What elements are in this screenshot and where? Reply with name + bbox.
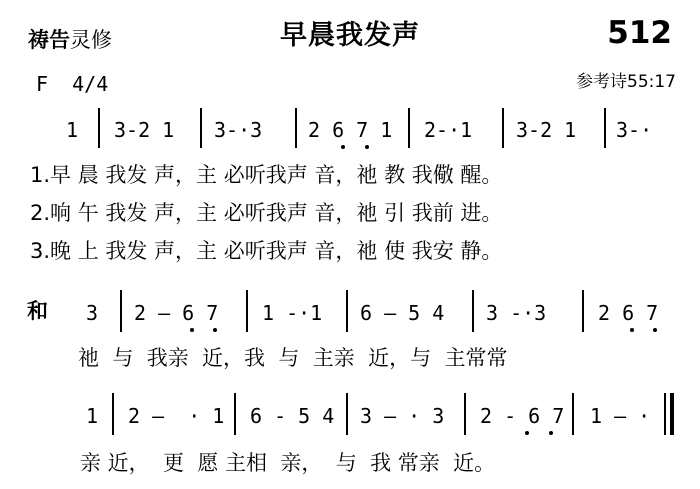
- verse-measure: 2-·1: [424, 118, 473, 142]
- low-octave-dot: [525, 431, 529, 435]
- category-primary: 祷告: [28, 28, 70, 52]
- verse-lyrics: 3.晚 上 我发 声，主 必听我声 音，祂 使 我安 静。: [30, 239, 503, 263]
- chorus-measure: 2 — 6 7: [134, 301, 219, 325]
- chorus-measure: 3 — · 3: [360, 404, 445, 428]
- chorus-measure: 1 -·1: [262, 301, 323, 325]
- chorus-measure: 6 - 5 4: [250, 404, 335, 428]
- barline: [295, 108, 297, 148]
- barline: [246, 290, 248, 332]
- barline: [346, 290, 348, 332]
- barline: [664, 393, 666, 435]
- low-octave-dot: [653, 328, 657, 332]
- final-barline: [670, 393, 674, 435]
- barline: [234, 393, 236, 435]
- barline: [112, 393, 114, 435]
- low-octave-dot: [365, 145, 369, 149]
- chorus-lyrics: 亲 近， 更 愿 主相 亲， 与 我 常亲 近。: [80, 451, 496, 475]
- chorus-measure: 2 — · 1: [128, 404, 225, 428]
- barline: [200, 108, 202, 148]
- chorus-pickup-note: 1: [86, 404, 99, 428]
- barline: [408, 108, 410, 148]
- verse-measure: 3-2 1: [114, 118, 175, 142]
- hymn-number: 512: [607, 15, 672, 51]
- barline: [502, 108, 504, 148]
- barline: [472, 290, 474, 332]
- low-octave-dot: [341, 145, 345, 149]
- low-octave-dot: [190, 328, 194, 332]
- barline: [464, 393, 466, 435]
- chorus-measure: 1 — ·: [590, 404, 651, 428]
- key-signature: F 4/4: [36, 72, 109, 96]
- scripture-reference: 参考诗55:17: [576, 72, 676, 92]
- chorus-measure: 3 -·3: [486, 301, 547, 325]
- barline: [572, 393, 574, 435]
- chorus-lyrics: 祂 与 我亲 近，我 与 主亲 近，与 主常常: [78, 346, 508, 370]
- verse-measure: 3-·: [616, 118, 653, 142]
- verse-measure: 2 6 7 1: [308, 118, 393, 142]
- verse-lyrics: 2.响 午 我发 声，主 必听我声 音，祂 引 我前 进。: [30, 201, 503, 225]
- chorus-measure: 2 6 7: [598, 301, 659, 325]
- chorus-measure: 6 — 5 4: [360, 301, 445, 325]
- barline: [120, 290, 122, 332]
- chorus-pickup-note: 3: [86, 301, 99, 325]
- category-secondary: 灵修: [70, 28, 112, 52]
- barline: [582, 290, 584, 332]
- verse-pickup-note: 1: [66, 118, 79, 142]
- barline: [98, 108, 100, 148]
- chorus-label: 和: [27, 299, 48, 323]
- barline: [604, 108, 606, 148]
- low-octave-dot: [630, 328, 634, 332]
- hymn-title: 早晨我发声: [280, 20, 420, 51]
- verse-lyrics: 1.早 晨 我发 声，主 必听我声 音，祂 教 我儆 醒。: [30, 163, 503, 187]
- verse-measure: 3-·3: [214, 118, 263, 142]
- low-octave-dot: [213, 328, 217, 332]
- low-octave-dot: [549, 431, 553, 435]
- barline: [346, 393, 348, 435]
- chorus-measure: 2 - 6 7: [480, 404, 565, 428]
- verse-measure: 3-2 1: [516, 118, 577, 142]
